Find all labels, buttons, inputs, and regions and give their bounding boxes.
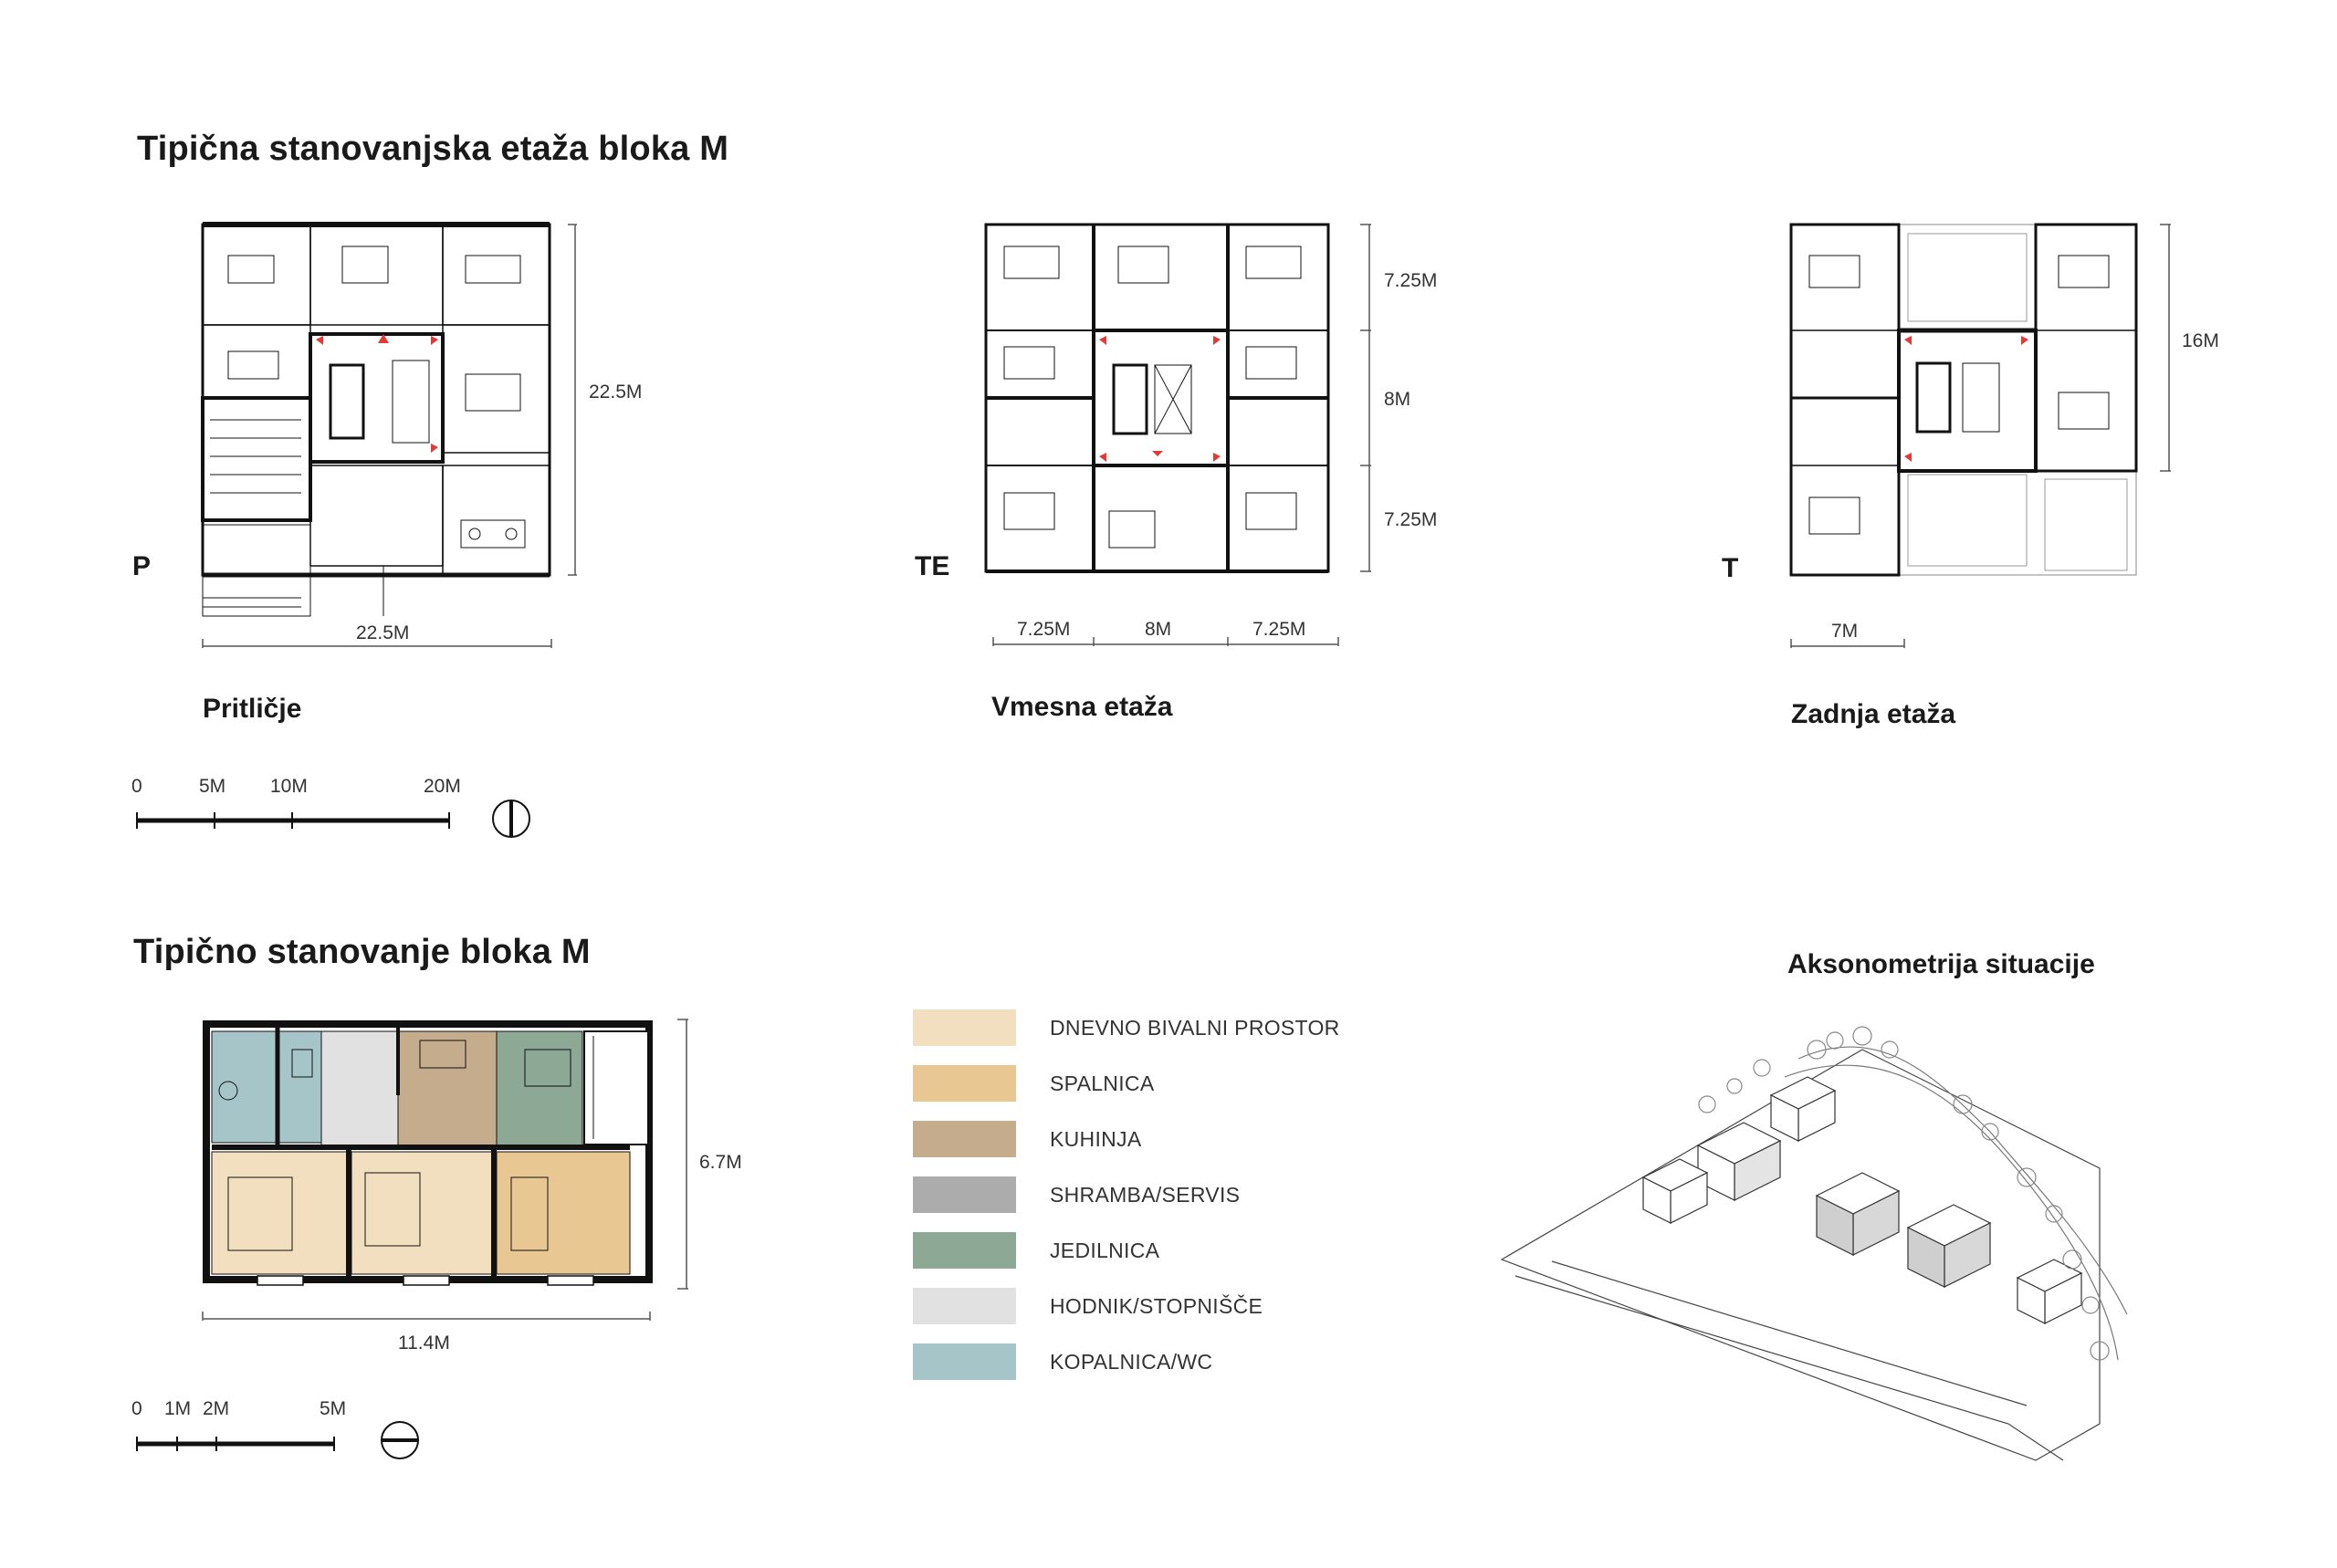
legend-item — [913, 1121, 1142, 1157]
north-arrow-apartment — [382, 1422, 418, 1458]
legend-label: KOPALNICA/WC — [1050, 1349, 1213, 1374]
axonometry-drawing — [1502, 1027, 2127, 1460]
legend-swatch — [913, 1288, 1016, 1324]
legend-label: SPALNICA — [1050, 1071, 1155, 1095]
legend-item — [913, 1343, 1212, 1380]
dim-lines-typical — [993, 225, 1371, 646]
dim-top-width: 7M — [1831, 621, 1859, 642]
dim-ground-width: 22.5M — [356, 622, 410, 643]
legend-swatch — [913, 1343, 1016, 1380]
plan-caption-ground: Pritličje — [203, 694, 302, 724]
floor-title: Tipična stanovanjska etaža bloka M — [137, 130, 729, 168]
dim-lines-top — [1791, 225, 2171, 648]
scale-bar-floor — [137, 812, 449, 829]
legend-item — [913, 1288, 1263, 1324]
scale-floor-tick-20: 20M — [424, 776, 461, 797]
plan-typical-floor — [986, 225, 1328, 571]
dim-typical-depth-2: 8M — [1384, 389, 1411, 410]
dim-typical-width-2: 8M — [1145, 619, 1172, 640]
plan-caption-top: Zadnja etaža — [1791, 699, 1956, 729]
scale-floor-tick-10: 10M — [270, 776, 308, 797]
legend-label: SHRAMBA/SERVIS — [1050, 1182, 1241, 1207]
dim-lines-ground — [203, 225, 577, 648]
legend-swatch — [913, 1121, 1016, 1157]
entry-markers-ground — [316, 334, 438, 453]
apartment-title: Tipično stanovanje bloka M — [133, 933, 591, 971]
dim-typical-width-1: 7.25M — [1017, 619, 1071, 640]
scale-apartment-tick-2: 2M — [203, 1398, 230, 1419]
entry-markers-typical — [1099, 336, 1221, 462]
legend-swatch — [913, 1065, 1016, 1102]
legend-label: DNEVNO BIVALNI PROSTOR — [1050, 1015, 1340, 1040]
dim-typical-depth-3: 7.25M — [1384, 509, 1438, 530]
legend-item — [913, 1176, 1240, 1213]
plan-tag-ground: P — [132, 551, 152, 581]
plan-ground-floor — [203, 225, 550, 616]
dim-ground-depth: 22.5M — [589, 382, 643, 402]
legend-swatch — [913, 1176, 1016, 1213]
legend-item — [913, 1232, 1159, 1269]
dim-apartment-width: 11.4M — [398, 1333, 450, 1354]
entry-markers-top — [1904, 336, 2028, 462]
north-arrow-floor — [493, 800, 529, 837]
scale-apartment-tick-0: 0 — [131, 1398, 142, 1419]
plan-caption-typical: Vmesna etaža — [991, 692, 1173, 722]
legend-item — [913, 1065, 1154, 1102]
legend-label: HODNIK/STOPNIŠČE — [1050, 1293, 1263, 1318]
plan-tag-top: T — [1722, 553, 1739, 583]
scale-floor-tick-5: 5M — [199, 776, 226, 797]
dim-top-depth: 16M — [2182, 330, 2219, 351]
dim-typical-depth-1: 7.25M — [1384, 270, 1438, 291]
scale-apartment-tick-5: 5M — [320, 1398, 347, 1419]
legend-label: JEDILNICA — [1050, 1238, 1160, 1262]
legend-swatch — [913, 1009, 1016, 1046]
legend-swatch — [913, 1232, 1016, 1269]
plan-top-floor — [1791, 225, 2136, 575]
axonometry-title: Aksonometrija situacije — [1787, 949, 2095, 979]
legend-item — [913, 1009, 1340, 1046]
plan-tag-typical: TE — [915, 551, 950, 581]
scale-bar-apartment — [137, 1437, 334, 1451]
legend-label: KUHINJA — [1050, 1126, 1142, 1151]
dim-typical-width-3: 7.25M — [1252, 619, 1306, 640]
scale-floor-tick-0: 0 — [131, 776, 142, 797]
scale-apartment-tick-1: 1M — [164, 1398, 192, 1419]
dim-apartment-depth: 6.7M — [699, 1152, 742, 1173]
apartment-plan — [203, 1019, 649, 1285]
